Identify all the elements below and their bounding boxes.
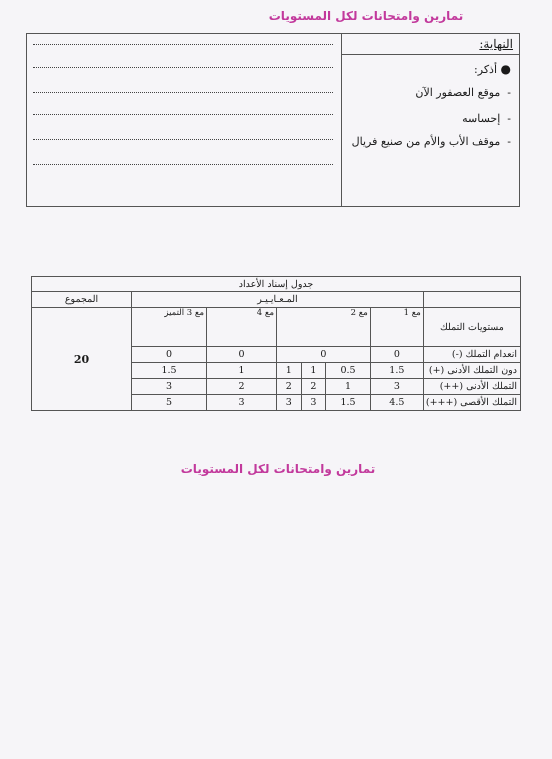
answer-line[interactable] xyxy=(33,67,333,68)
score-cell: 4.5 xyxy=(370,395,423,411)
criterion-2-header: مع 2 xyxy=(277,308,371,347)
dash-icon: - xyxy=(500,86,511,99)
score-cell: 1.5 xyxy=(132,363,207,379)
section-title: النهاية: xyxy=(479,37,513,51)
score-cell: 3 xyxy=(277,395,302,411)
answer-line[interactable] xyxy=(33,139,333,140)
score-cell: 1 xyxy=(277,363,302,379)
criterion-3-header: مع 3 التميز xyxy=(132,308,207,347)
total-value: 20 xyxy=(73,352,90,366)
answer-line[interactable] xyxy=(33,44,333,45)
bullet-prompt xyxy=(474,62,511,76)
score-cell: 5 xyxy=(132,395,207,411)
score-cell: 1.5 xyxy=(326,395,371,411)
score-cell: 0 xyxy=(132,347,207,363)
score-cell: 1 xyxy=(301,363,326,379)
question-text: موقع العصفور الآن xyxy=(415,86,501,99)
answer-line[interactable] xyxy=(33,92,333,93)
score-cell: 0 xyxy=(370,347,423,363)
answer-line[interactable] xyxy=(33,114,333,115)
score-cell: 3 xyxy=(207,395,277,411)
score-cell: 2 xyxy=(207,379,277,395)
score-cell: 3 xyxy=(132,379,207,395)
score-cell: 2 xyxy=(301,379,326,395)
answer-box xyxy=(26,33,520,207)
column-divider xyxy=(341,34,342,206)
score-cell: 3 xyxy=(301,395,326,411)
criteria-header: المـعـايـيـر xyxy=(132,292,424,308)
bullet-label: أذكر: xyxy=(474,63,498,76)
score-cell: 1.5 xyxy=(370,363,423,379)
score-cell: 3 xyxy=(370,379,423,395)
total-cell xyxy=(32,308,132,411)
title-underline-rule xyxy=(341,54,519,55)
levels-header: مستويات التملك xyxy=(423,308,520,347)
grading-table xyxy=(31,276,521,411)
score-cell: 1 xyxy=(326,379,371,395)
score-cell: 2 xyxy=(277,379,302,395)
question-item-3 xyxy=(352,135,511,148)
question-text: موقف الأب والأم من صنيع فريال xyxy=(351,135,501,148)
level-label: دون التملك الأدنى (+) xyxy=(423,363,520,379)
question-item-2 xyxy=(462,112,511,125)
watermark-middle: تمارين وامتحانات لكل المستويات xyxy=(180,462,376,476)
question-item-1 xyxy=(415,86,511,99)
level-label: انعدام التملك (-) xyxy=(423,347,520,363)
score-cell: 0 xyxy=(207,347,277,363)
total-header: المجموع xyxy=(32,292,132,308)
dash-icon: - xyxy=(500,135,511,148)
table-caption: جدول إسناد الأعداد xyxy=(32,277,521,292)
criterion-4-header: مع 4 xyxy=(207,308,277,347)
level-label: التملك الأقصى (+++) xyxy=(423,395,520,411)
dash-icon: - xyxy=(500,112,511,125)
score-cell: 0.5 xyxy=(326,363,371,379)
question-text: إحساسه xyxy=(462,112,501,125)
score-cell: 0 xyxy=(277,347,371,363)
level-label: التملك الأدنى (++) xyxy=(423,379,520,395)
score-cell: 1 xyxy=(207,363,277,379)
bullet-icon: ● xyxy=(500,62,511,76)
answer-line[interactable] xyxy=(33,164,333,165)
criterion-1-header: مع 1 xyxy=(370,308,423,347)
watermark-top: تمارين وامتحانات لكل المستويات xyxy=(268,9,464,23)
